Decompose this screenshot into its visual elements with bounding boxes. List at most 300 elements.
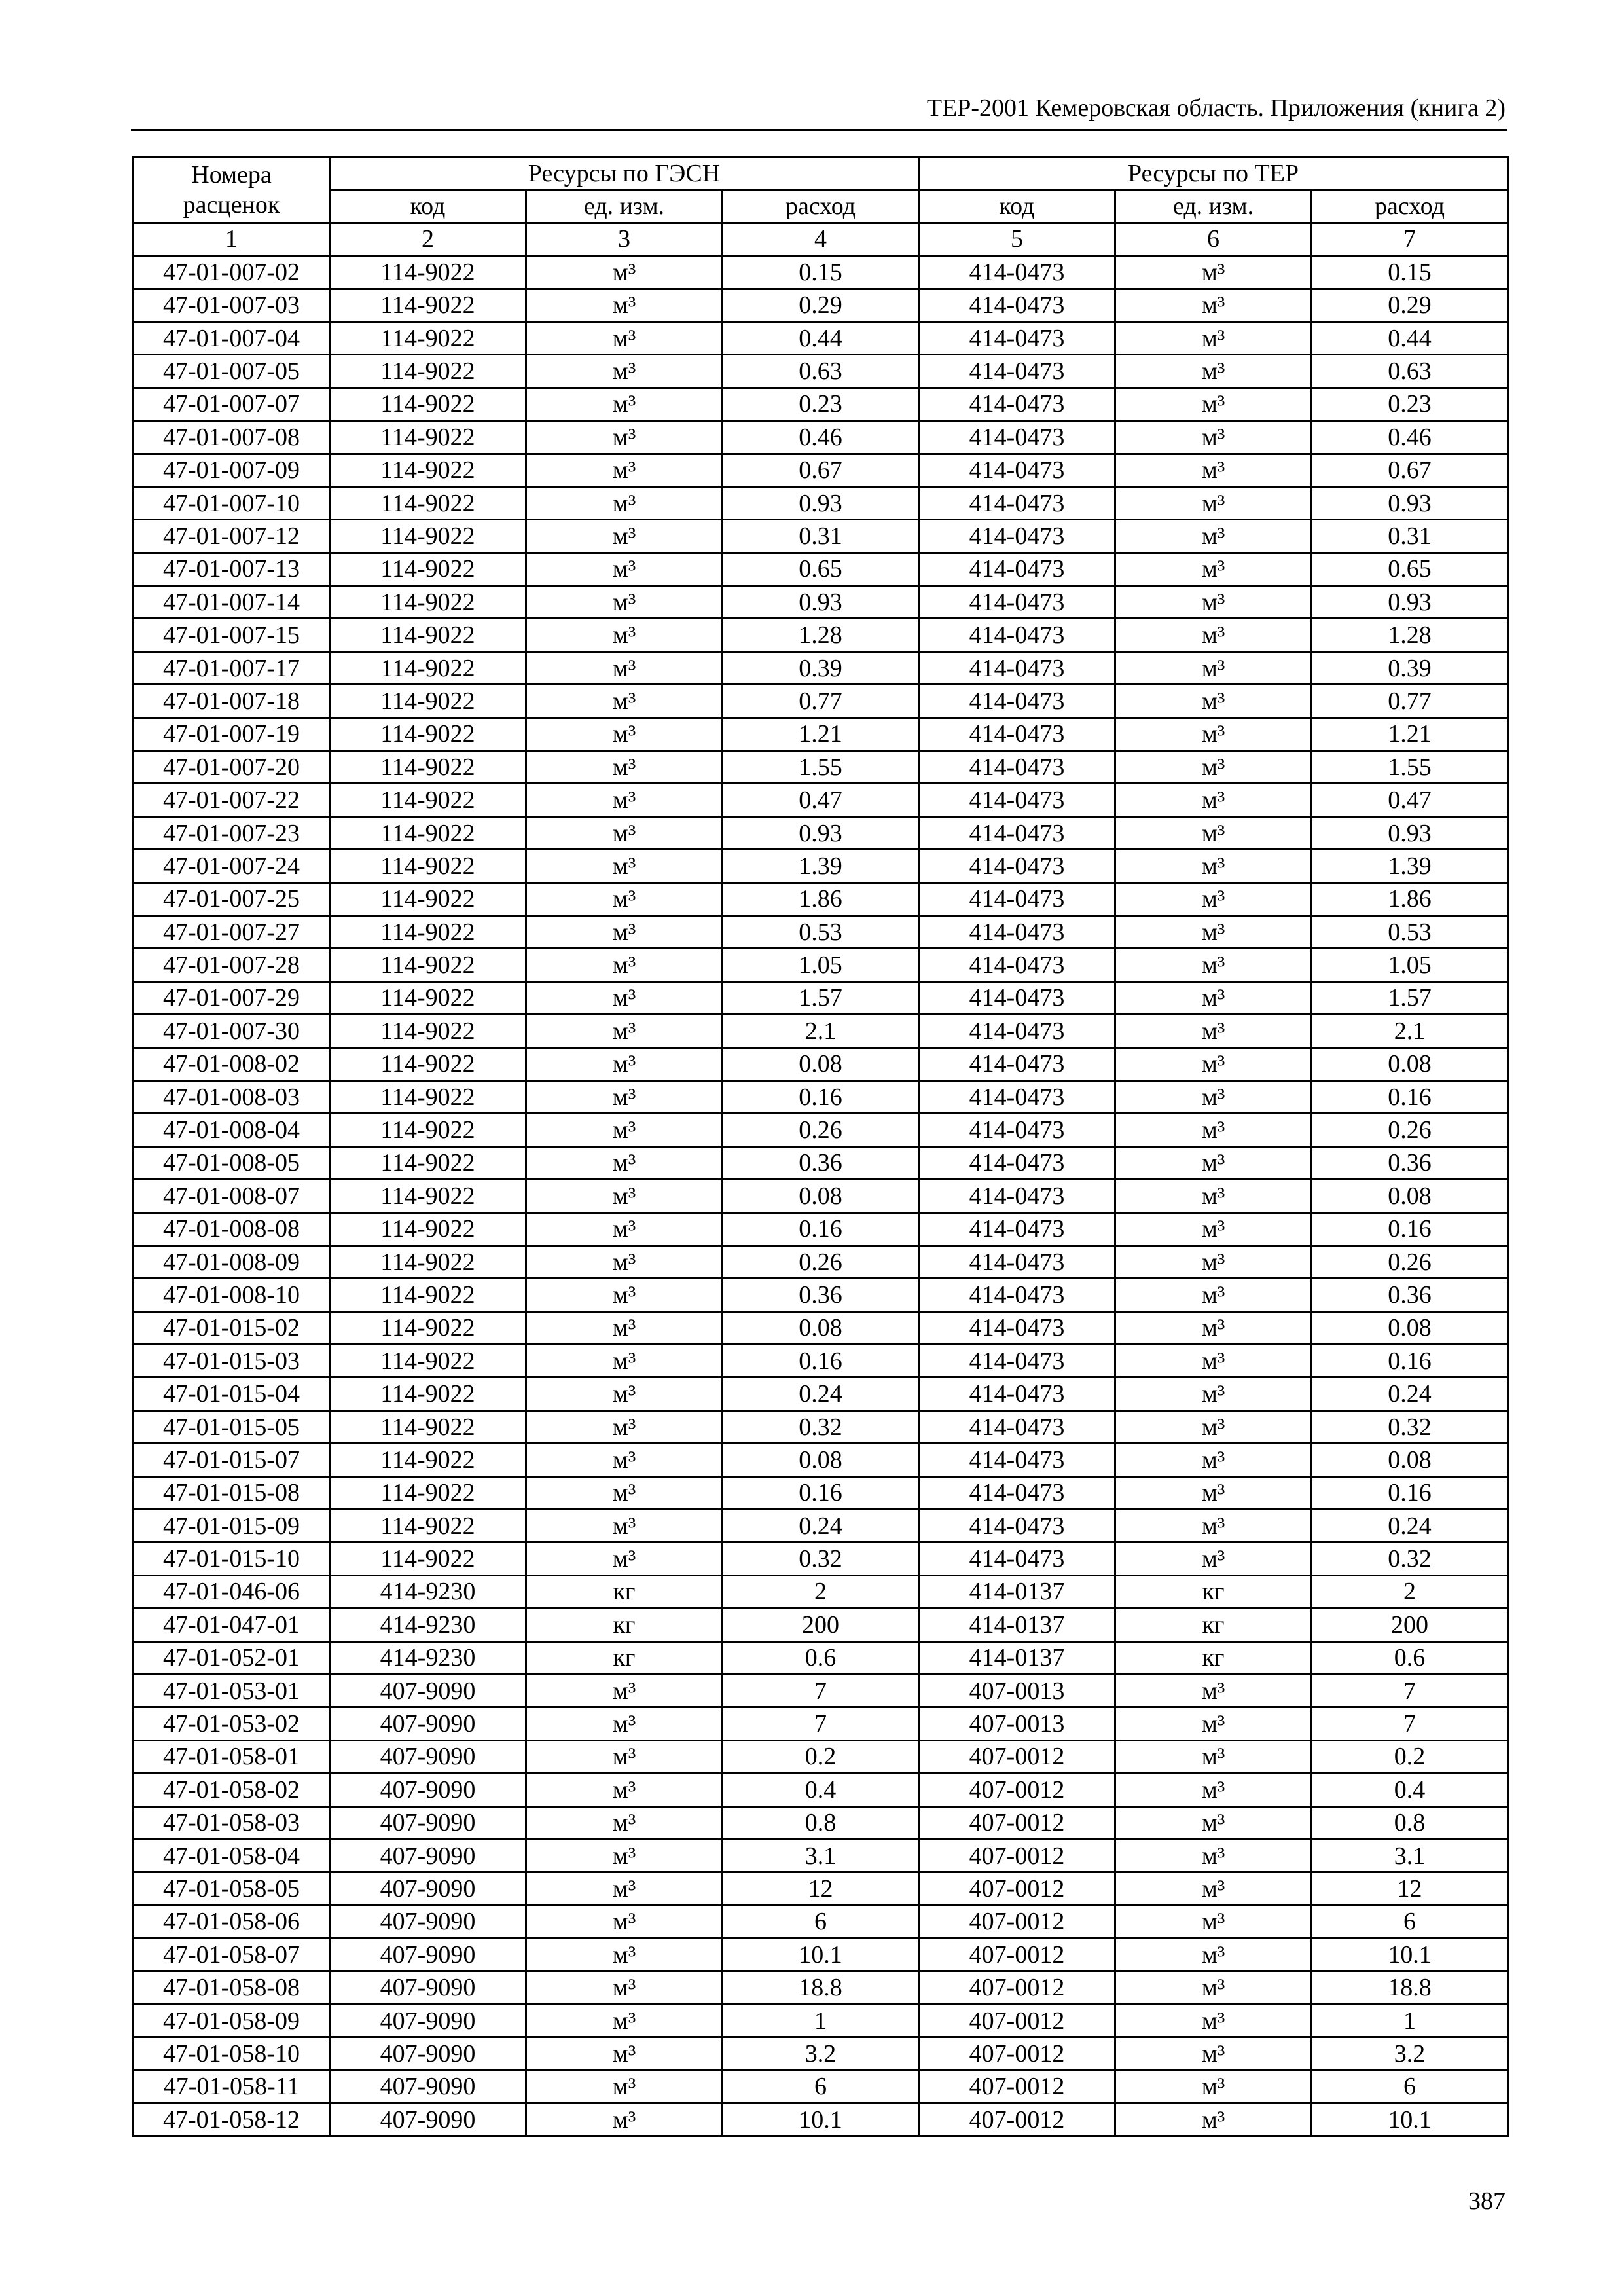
rate-number-cell: 47-01-008-03: [134, 1080, 330, 1113]
gesn-unit-cell: м³: [526, 1114, 723, 1146]
ter-consumption-cell: 1.86: [1312, 883, 1508, 915]
gesn-consumption-cell: 0.08: [723, 1048, 919, 1080]
gesn-code-cell: 407-9090: [330, 1971, 526, 2004]
ter-code-cell: 414-0473: [919, 685, 1115, 718]
column-number-row: [134, 223, 1508, 255]
gesn-code-cell: 114-9022: [330, 256, 526, 289]
gesn-consumption-cell: 0.16: [723, 1212, 919, 1245]
ter-unit-cell: м³: [1115, 1905, 1312, 1938]
ter-unit-cell: м³: [1115, 321, 1312, 354]
gesn-code-cell: 114-9022: [330, 1146, 526, 1179]
gesn-code-cell: 114-9022: [330, 289, 526, 321]
ter-unit-cell: м³: [1115, 651, 1312, 684]
table-row: [134, 718, 1508, 750]
ter-code-cell: 414-0473: [919, 850, 1115, 883]
rate-number-cell: 47-01-058-02: [134, 1774, 330, 1806]
gesn-unit-cell: м³: [526, 1806, 723, 1839]
table-row: [134, 1048, 1508, 1080]
ter-consumption-cell: 0.31: [1312, 520, 1508, 553]
ter-code-cell: 414-0473: [919, 619, 1115, 651]
rate-number-cell: 47-01-015-05: [134, 1410, 330, 1443]
gesn-consumption-cell: 0.32: [723, 1542, 919, 1575]
table-row: [134, 651, 1508, 684]
number-header-line2: расценок: [183, 191, 280, 219]
gesn-unit-cell: м³: [526, 1707, 723, 1740]
table-row: [134, 388, 1508, 420]
table-row: [134, 2037, 1508, 2070]
ter-unit-cell: м³: [1115, 1212, 1312, 1245]
gesn-unit-cell: м³: [526, 1774, 723, 1806]
table-row: [134, 520, 1508, 553]
gesn-code-cell: 407-9090: [330, 2037, 526, 2070]
table-row: [134, 1542, 1508, 1575]
header-rule: [131, 129, 1507, 131]
ter-code-cell: 407-0012: [919, 1839, 1115, 1872]
gesn-code-cell: 407-9090: [330, 2104, 526, 2136]
page-number: 387: [1468, 2187, 1506, 2215]
gesn-unit-cell: м³: [526, 1674, 723, 1707]
gesn-code-cell: 114-9022: [330, 784, 526, 816]
table-row: [134, 1707, 1508, 1740]
table-row: [134, 1740, 1508, 1773]
table-row: [134, 1872, 1508, 1905]
rate-number-cell: 47-01-007-22: [134, 784, 330, 816]
gesn-unit-cell: м³: [526, 1839, 723, 1872]
gesn-consumption-cell: 0.16: [723, 1345, 919, 1377]
rate-number-cell: 47-01-058-07: [134, 1939, 330, 1971]
ter-unit-cell: кг: [1115, 1575, 1312, 1608]
ter-code-cell: 407-0012: [919, 1939, 1115, 1971]
gesn-consumption-cell: 6: [723, 2070, 919, 2103]
gesn-consumption-cell: 0.8: [723, 1806, 919, 1839]
gesn-unit-cell: м³: [526, 1311, 723, 1344]
table-row: [134, 355, 1508, 388]
gesn-unit-cell: кг: [526, 1575, 723, 1608]
gesn-consumption-cell: 0.46: [723, 421, 919, 454]
table-row: [134, 1641, 1508, 1674]
gesn-unit-cell: м³: [526, 651, 723, 684]
ter-consumption-cell: 0.44: [1312, 321, 1508, 354]
ter-code-cell: 414-0473: [919, 1212, 1115, 1245]
gesn-code-cell: 114-9022: [330, 1476, 526, 1509]
gesn-unit-cell: м³: [526, 685, 723, 718]
ter-unit-cell: м³: [1115, 256, 1312, 289]
gesn-code-cell: 114-9022: [330, 421, 526, 454]
ter-code-cell: 407-0012: [919, 1971, 1115, 2004]
ter-code-cell: 414-0137: [919, 1609, 1115, 1641]
gesn-code-cell: 407-9090: [330, 1839, 526, 1872]
gesn-unit-cell: м³: [526, 1048, 723, 1080]
gesn-code-cell: 114-9022: [330, 486, 526, 519]
ter-unit-cell: м³: [1115, 1806, 1312, 1839]
ter-code-cell: 414-0473: [919, 1080, 1115, 1113]
gesn-unit-cell: м³: [526, 1939, 723, 1971]
gesn-consumption-cell: 0.67: [723, 454, 919, 486]
rate-number-cell: 47-01-007-19: [134, 718, 330, 750]
gesn-code-cell: 114-9022: [330, 321, 526, 354]
ter-code-cell: 414-0473: [919, 1146, 1115, 1179]
ter-consumption-cell: 1.21: [1312, 718, 1508, 750]
gesn-consumption-cell: 0.23: [723, 388, 919, 420]
ter-code-cell: 414-0473: [919, 1114, 1115, 1146]
gesn-code-cell: 114-9022: [330, 454, 526, 486]
ter-code-cell: 414-0473: [919, 1245, 1115, 1278]
table-row: [134, 2070, 1508, 2103]
ter-consumption-cell: 1: [1312, 2004, 1508, 2037]
ter-consumption-cell: 0.53: [1312, 915, 1508, 948]
table-row: [134, 1279, 1508, 1311]
rate-number-cell: 47-01-007-07: [134, 388, 330, 420]
ter-unit-cell: м³: [1115, 1180, 1312, 1212]
ter-consumption-cell: 6: [1312, 1905, 1508, 1938]
rate-number-cell: 47-01-008-08: [134, 1212, 330, 1245]
ter-unit-cell: м³: [1115, 1146, 1312, 1179]
rate-number-cell: 47-01-008-04: [134, 1114, 330, 1146]
ter-unit-cell: м³: [1115, 1476, 1312, 1509]
rate-number-cell: 47-01-058-05: [134, 1872, 330, 1905]
table-row: [134, 321, 1508, 354]
table-row: [134, 1806, 1508, 1839]
gesn-code-cell: 407-9090: [330, 1872, 526, 1905]
ter-consumption-cell: 7: [1312, 1707, 1508, 1740]
table-row: [134, 1905, 1508, 1938]
group-header-row: [134, 157, 1508, 190]
gesn-code-cell: 114-9022: [330, 619, 526, 651]
gesn-consumption-cell: 0.31: [723, 520, 919, 553]
number-header-line1: Номера: [191, 160, 272, 189]
rate-number-cell: 47-01-008-09: [134, 1245, 330, 1278]
ter-unit-cell: м³: [1115, 2104, 1312, 2136]
gesn-unit-cell: м³: [526, 784, 723, 816]
ter-unit-cell: м³: [1115, 915, 1312, 948]
ter-consumption-cell: 1.39: [1312, 850, 1508, 883]
table-row: [134, 1774, 1508, 1806]
gesn-unit-cell: м³: [526, 520, 723, 553]
table-row: [134, 1015, 1508, 1048]
column-number: 4: [723, 223, 919, 255]
gesn-consumption-cell: 0.93: [723, 486, 919, 519]
table-row: [134, 1114, 1508, 1146]
gesn-consumption-cell: 0.39: [723, 651, 919, 684]
rate-number-cell: 47-01-015-04: [134, 1377, 330, 1410]
ter-code-cell: 414-0473: [919, 1410, 1115, 1443]
ter-code-cell: 414-0473: [919, 1444, 1115, 1476]
ter-code-cell: 414-0473: [919, 486, 1115, 519]
gesn-unit-cell: м³: [526, 421, 723, 454]
gesn-consumption-cell: 0.15: [723, 256, 919, 289]
rate-number-cell: 47-01-015-10: [134, 1542, 330, 1575]
rate-number-cell: 47-01-015-02: [134, 1311, 330, 1344]
table-row: [134, 1476, 1508, 1509]
ter-unit-cell: м³: [1115, 1939, 1312, 1971]
ter-consumption-cell: 0.93: [1312, 816, 1508, 849]
gesn-unit-cell: м³: [526, 256, 723, 289]
gesn-unit-cell: м³: [526, 718, 723, 750]
ter-unit-cell: м³: [1115, 1245, 1312, 1278]
ter-unit-cell: м³: [1115, 1015, 1312, 1048]
ter-code-cell: 414-0473: [919, 1015, 1115, 1048]
gesn-code-cell: 114-9022: [330, 553, 526, 585]
gesn-code-cell: 114-9022: [330, 388, 526, 420]
number-header: [134, 157, 330, 223]
table-row: [134, 949, 1508, 981]
ter-consumption-cell: 0.32: [1312, 1410, 1508, 1443]
ter-code-cell: 414-0473: [919, 751, 1115, 784]
ter-consumption-cell: 0.2: [1312, 1740, 1508, 1773]
ter-code-cell: 414-0473: [919, 883, 1115, 915]
gesn-code-cell: 114-9022: [330, 1245, 526, 1278]
rate-number-cell: 47-01-015-07: [134, 1444, 330, 1476]
ter-unit-cell: м³: [1115, 619, 1312, 651]
rate-number-cell: 47-01-007-10: [134, 486, 330, 519]
gesn-code-cell: 114-9022: [330, 1212, 526, 1245]
ter-unit-cell: м³: [1115, 1774, 1312, 1806]
ter-unit-cell: м³: [1115, 388, 1312, 420]
gesn-code-cell: 407-9090: [330, 2004, 526, 2037]
gesn-code-cell: 114-9022: [330, 1410, 526, 1443]
gesn-consumption-cell: 0.24: [723, 1510, 919, 1542]
ter-unit-cell: м³: [1115, 981, 1312, 1014]
ter-unit-cell: м³: [1115, 586, 1312, 619]
ter-consumption-cell: 2.1: [1312, 1015, 1508, 1048]
running-header: ТЕР-2001 Кемеровская область. Приложения (книга 2): [926, 94, 1506, 122]
ter-consumption-cell: 0.24: [1312, 1510, 1508, 1542]
gesn-consumption-cell: 0.65: [723, 553, 919, 585]
ter-consumption-header: расход: [1312, 190, 1508, 223]
gesn-code-cell: 114-9022: [330, 718, 526, 750]
gesn-code-cell: 114-9022: [330, 1114, 526, 1146]
rate-number-cell: 47-01-007-17: [134, 651, 330, 684]
ter-unit-cell: м³: [1115, 1279, 1312, 1311]
ter-code-cell: 407-0012: [919, 2070, 1115, 2103]
ter-code-cell: 407-0012: [919, 2104, 1115, 2136]
gesn-code-header: код: [330, 190, 526, 223]
ter-consumption-cell: 0.16: [1312, 1345, 1508, 1377]
ter-consumption-cell: 12: [1312, 1872, 1508, 1905]
ter-unit-cell: м³: [1115, 1674, 1312, 1707]
ter-unit-cell: м³: [1115, 1080, 1312, 1113]
column-number: 3: [526, 223, 723, 255]
ter-unit-cell: м³: [1115, 751, 1312, 784]
rate-number-cell: 47-01-015-03: [134, 1345, 330, 1377]
gesn-code-cell: 114-9022: [330, 1279, 526, 1311]
gesn-unit-cell: м³: [526, 388, 723, 420]
ter-unit-cell: м³: [1115, 1872, 1312, 1905]
gesn-code-cell: 407-9090: [330, 1740, 526, 1773]
gesn-code-cell: 414-9230: [330, 1609, 526, 1641]
gesn-consumption-cell: 1.21: [723, 718, 919, 750]
ter-code-cell: 414-0473: [919, 1345, 1115, 1377]
table-head: [134, 157, 1508, 256]
ter-consumption-cell: 0.23: [1312, 388, 1508, 420]
ter-code-header: код: [919, 190, 1115, 223]
gesn-unit-cell: м³: [526, 915, 723, 948]
gesn-consumption-cell: 0.29: [723, 289, 919, 321]
gesn-unit-cell: м³: [526, 1542, 723, 1575]
rate-number-cell: 47-01-046-06: [134, 1575, 330, 1608]
table-row: [134, 850, 1508, 883]
table-row: [134, 1180, 1508, 1212]
rate-number-cell: 47-01-058-04: [134, 1839, 330, 1872]
gesn-unit-cell: м³: [526, 1080, 723, 1113]
rate-number-cell: 47-01-058-06: [134, 1905, 330, 1938]
table-body: [134, 256, 1508, 2136]
gesn-consumption-cell: 0.32: [723, 1410, 919, 1443]
ter-unit-cell: м³: [1115, 486, 1312, 519]
gesn-unit-cell: кг: [526, 1609, 723, 1641]
gesn-unit-cell: м³: [526, 355, 723, 388]
column-number: 7: [1312, 223, 1508, 255]
table-row: [134, 2104, 1508, 2136]
gesn-code-cell: 114-9022: [330, 1542, 526, 1575]
table-row: [134, 1939, 1508, 1971]
table-row: [134, 454, 1508, 486]
ter-code-cell: 414-0473: [919, 784, 1115, 816]
rate-number-cell: 47-01-007-02: [134, 256, 330, 289]
gesn-unit-cell: м³: [526, 1180, 723, 1212]
gesn-consumption-cell: 3.2: [723, 2037, 919, 2070]
gesn-unit-cell: м³: [526, 289, 723, 321]
ter-code-cell: 414-0473: [919, 553, 1115, 585]
ter-unit-cell: м³: [1115, 1377, 1312, 1410]
table-row: [134, 1377, 1508, 1410]
ter-unit-cell: м³: [1115, 685, 1312, 718]
gesn-consumption-cell: 0.08: [723, 1180, 919, 1212]
table-row: [134, 784, 1508, 816]
gesn-code-cell: 114-9022: [330, 883, 526, 915]
gesn-code-cell: 114-9022: [330, 1080, 526, 1113]
gesn-consumption-cell: 1.28: [723, 619, 919, 651]
ter-code-cell: 407-0012: [919, 2004, 1115, 2037]
ter-code-cell: 407-0012: [919, 1806, 1115, 1839]
gesn-consumption-cell: 1.39: [723, 850, 919, 883]
gesn-unit-cell: м³: [526, 949, 723, 981]
rate-number-cell: 47-01-007-05: [134, 355, 330, 388]
ter-code-cell: 407-0012: [919, 1740, 1115, 1773]
gesn-consumption-cell: 0.47: [723, 784, 919, 816]
gesn-code-cell: 114-9022: [330, 1345, 526, 1377]
ter-code-cell: 414-0473: [919, 454, 1115, 486]
gesn-code-cell: 407-9090: [330, 1806, 526, 1839]
gesn-unit-cell: м³: [526, 1245, 723, 1278]
gesn-unit-cell: м³: [526, 1146, 723, 1179]
gesn-code-cell: 114-9022: [330, 1377, 526, 1410]
gesn-consumption-cell: 0.26: [723, 1245, 919, 1278]
ter-consumption-cell: 0.77: [1312, 685, 1508, 718]
ter-consumption-cell: 0.16: [1312, 1212, 1508, 1245]
gesn-unit-cell: м³: [526, 454, 723, 486]
gesn-code-cell: 114-9022: [330, 1015, 526, 1048]
ter-consumption-cell: 0.26: [1312, 1114, 1508, 1146]
table-row: [134, 2004, 1508, 2037]
gesn-unit-header: ед. изм.: [526, 190, 723, 223]
rate-number-cell: 47-01-058-01: [134, 1740, 330, 1773]
gesn-code-cell: 114-9022: [330, 850, 526, 883]
rate-number-cell: 47-01-058-12: [134, 2104, 330, 2136]
ter-unit-cell: м³: [1115, 1510, 1312, 1542]
ter-code-cell: 414-0473: [919, 289, 1115, 321]
ter-unit-header: ед. изм.: [1115, 190, 1312, 223]
ter-unit-cell: м³: [1115, 355, 1312, 388]
table-row: [134, 1410, 1508, 1443]
gesn-unit-cell: м³: [526, 1905, 723, 1938]
table-row: [134, 1971, 1508, 2004]
ter-unit-cell: м³: [1115, 784, 1312, 816]
ter-unit-cell: кг: [1115, 1641, 1312, 1674]
gesn-unit-cell: м³: [526, 2070, 723, 2103]
table-row: [134, 1839, 1508, 1872]
ter-consumption-cell: 3.1: [1312, 1839, 1508, 1872]
ter-consumption-cell: 0.93: [1312, 486, 1508, 519]
ter-consumption-cell: 0.67: [1312, 454, 1508, 486]
gesn-code-cell: 114-9022: [330, 816, 526, 849]
ter-unit-cell: м³: [1115, 553, 1312, 585]
gesn-consumption-cell: 10.1: [723, 1939, 919, 1971]
gesn-unit-cell: м³: [526, 883, 723, 915]
rate-number-cell: 47-01-058-09: [134, 2004, 330, 2037]
gesn-consumption-cell: 0.93: [723, 816, 919, 849]
ter-code-cell: 414-0473: [919, 321, 1115, 354]
rate-number-cell: 47-01-007-28: [134, 949, 330, 981]
ter-code-cell: 414-0473: [919, 520, 1115, 553]
ter-consumption-cell: 0.6: [1312, 1641, 1508, 1674]
table-row: [134, 586, 1508, 619]
table-row: [134, 1510, 1508, 1542]
gesn-unit-cell: м³: [526, 1510, 723, 1542]
gesn-code-cell: 407-9090: [330, 1674, 526, 1707]
gesn-code-cell: 114-9022: [330, 1510, 526, 1542]
gesn-consumption-cell: 0.93: [723, 586, 919, 619]
ter-unit-cell: м³: [1115, 2037, 1312, 2070]
table-row: [134, 1444, 1508, 1476]
ter-consumption-cell: 18.8: [1312, 1971, 1508, 2004]
rate-number-cell: 47-01-007-29: [134, 981, 330, 1014]
ter-consumption-cell: 0.65: [1312, 553, 1508, 585]
ter-unit-cell: м³: [1115, 520, 1312, 553]
gesn-unit-cell: м³: [526, 2104, 723, 2136]
rate-number-cell: 47-01-058-11: [134, 2070, 330, 2103]
rate-number-cell: 47-01-053-02: [134, 1707, 330, 1740]
rate-number-cell: 47-01-058-08: [134, 1971, 330, 2004]
ter-code-cell: 414-0473: [919, 1048, 1115, 1080]
rate-number-cell: 47-01-053-01: [134, 1674, 330, 1707]
gesn-code-cell: 114-9022: [330, 1311, 526, 1344]
rate-number-cell: 47-01-007-24: [134, 850, 330, 883]
rate-number-cell: 47-01-007-18: [134, 685, 330, 718]
table-row: [134, 1146, 1508, 1179]
table-row: [134, 915, 1508, 948]
gesn-unit-cell: м³: [526, 1015, 723, 1048]
ter-consumption-cell: 0.46: [1312, 421, 1508, 454]
gesn-consumption-cell: 0.44: [723, 321, 919, 354]
gesn-code-cell: 407-9090: [330, 1905, 526, 1938]
ter-consumption-cell: 0.63: [1312, 355, 1508, 388]
rate-number-cell: 47-01-058-10: [134, 2037, 330, 2070]
table-row: [134, 883, 1508, 915]
ter-code-cell: 407-0012: [919, 1872, 1115, 1905]
ter-consumption-cell: 0.36: [1312, 1146, 1508, 1179]
gesn-consumption-cell: 0.36: [723, 1146, 919, 1179]
ter-code-cell: 414-0473: [919, 586, 1115, 619]
ter-unit-cell: м³: [1115, 1410, 1312, 1443]
column-number: 5: [919, 223, 1115, 255]
gesn-consumption-cell: 0.16: [723, 1476, 919, 1509]
ter-consumption-cell: 1.05: [1312, 949, 1508, 981]
ter-unit-cell: м³: [1115, 289, 1312, 321]
ter-unit-cell: м³: [1115, 949, 1312, 981]
ter-consumption-cell: 10.1: [1312, 1939, 1508, 1971]
ter-unit-cell: м³: [1115, 1971, 1312, 2004]
